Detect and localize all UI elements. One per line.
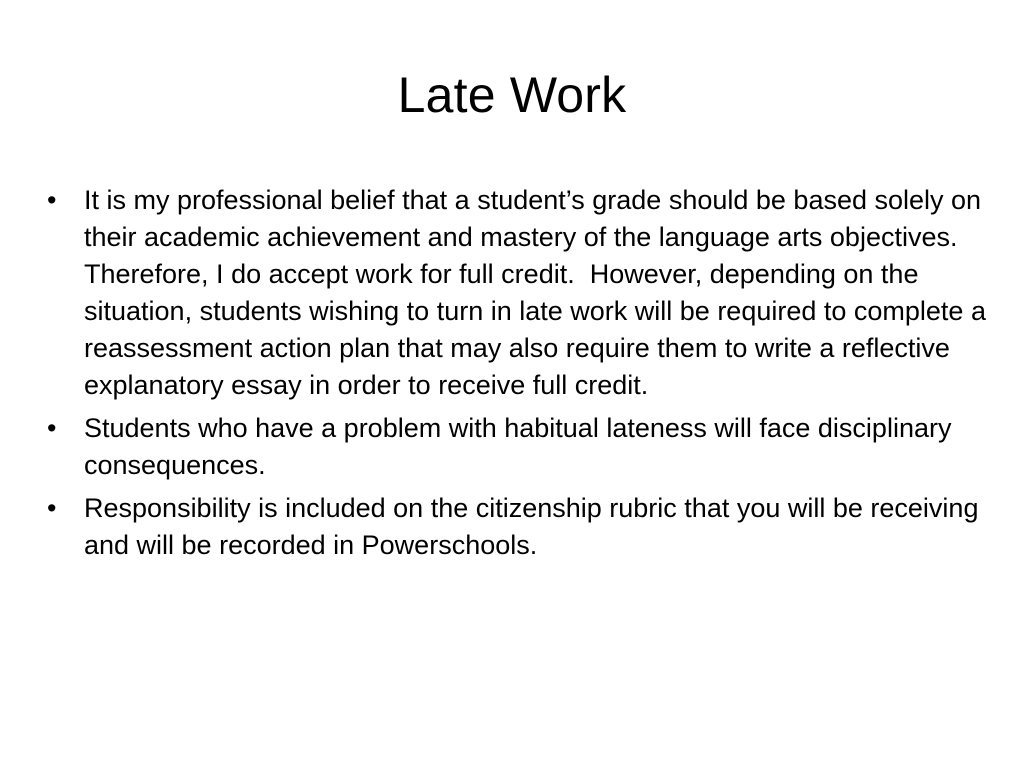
- bullet-item-2: [47, 410, 987, 484]
- bullet-icon: •: [47, 413, 57, 443]
- bullet-text: Responsibility is included on the citizenship rubric that you will be receiving and will be recorded in Powerschools.: [84, 493, 986, 560]
- slide-title: Late Work: [397, 67, 627, 123]
- bullet-text: Students who have a problem with habitual lateness will face disciplinary consequences.: [84, 413, 959, 480]
- bullet-item-1: [47, 182, 994, 404]
- bullet-list: [47, 182, 994, 570]
- bullet-icon: •: [47, 493, 57, 523]
- bullet-item-3: [47, 490, 987, 564]
- bullet-icon: •: [47, 185, 57, 215]
- bullet-text: It is my professional belief that a student’s grade should be based solely on their academic achievement and mastery of the language arts objectives. Therefore, I do accept work for full credit. However, depending on the situation, students wishing to turn in late work will be required to complete a reassessment action plan that may also require them to write a reflective explanatory essay in order to receive full credit.: [84, 185, 994, 400]
